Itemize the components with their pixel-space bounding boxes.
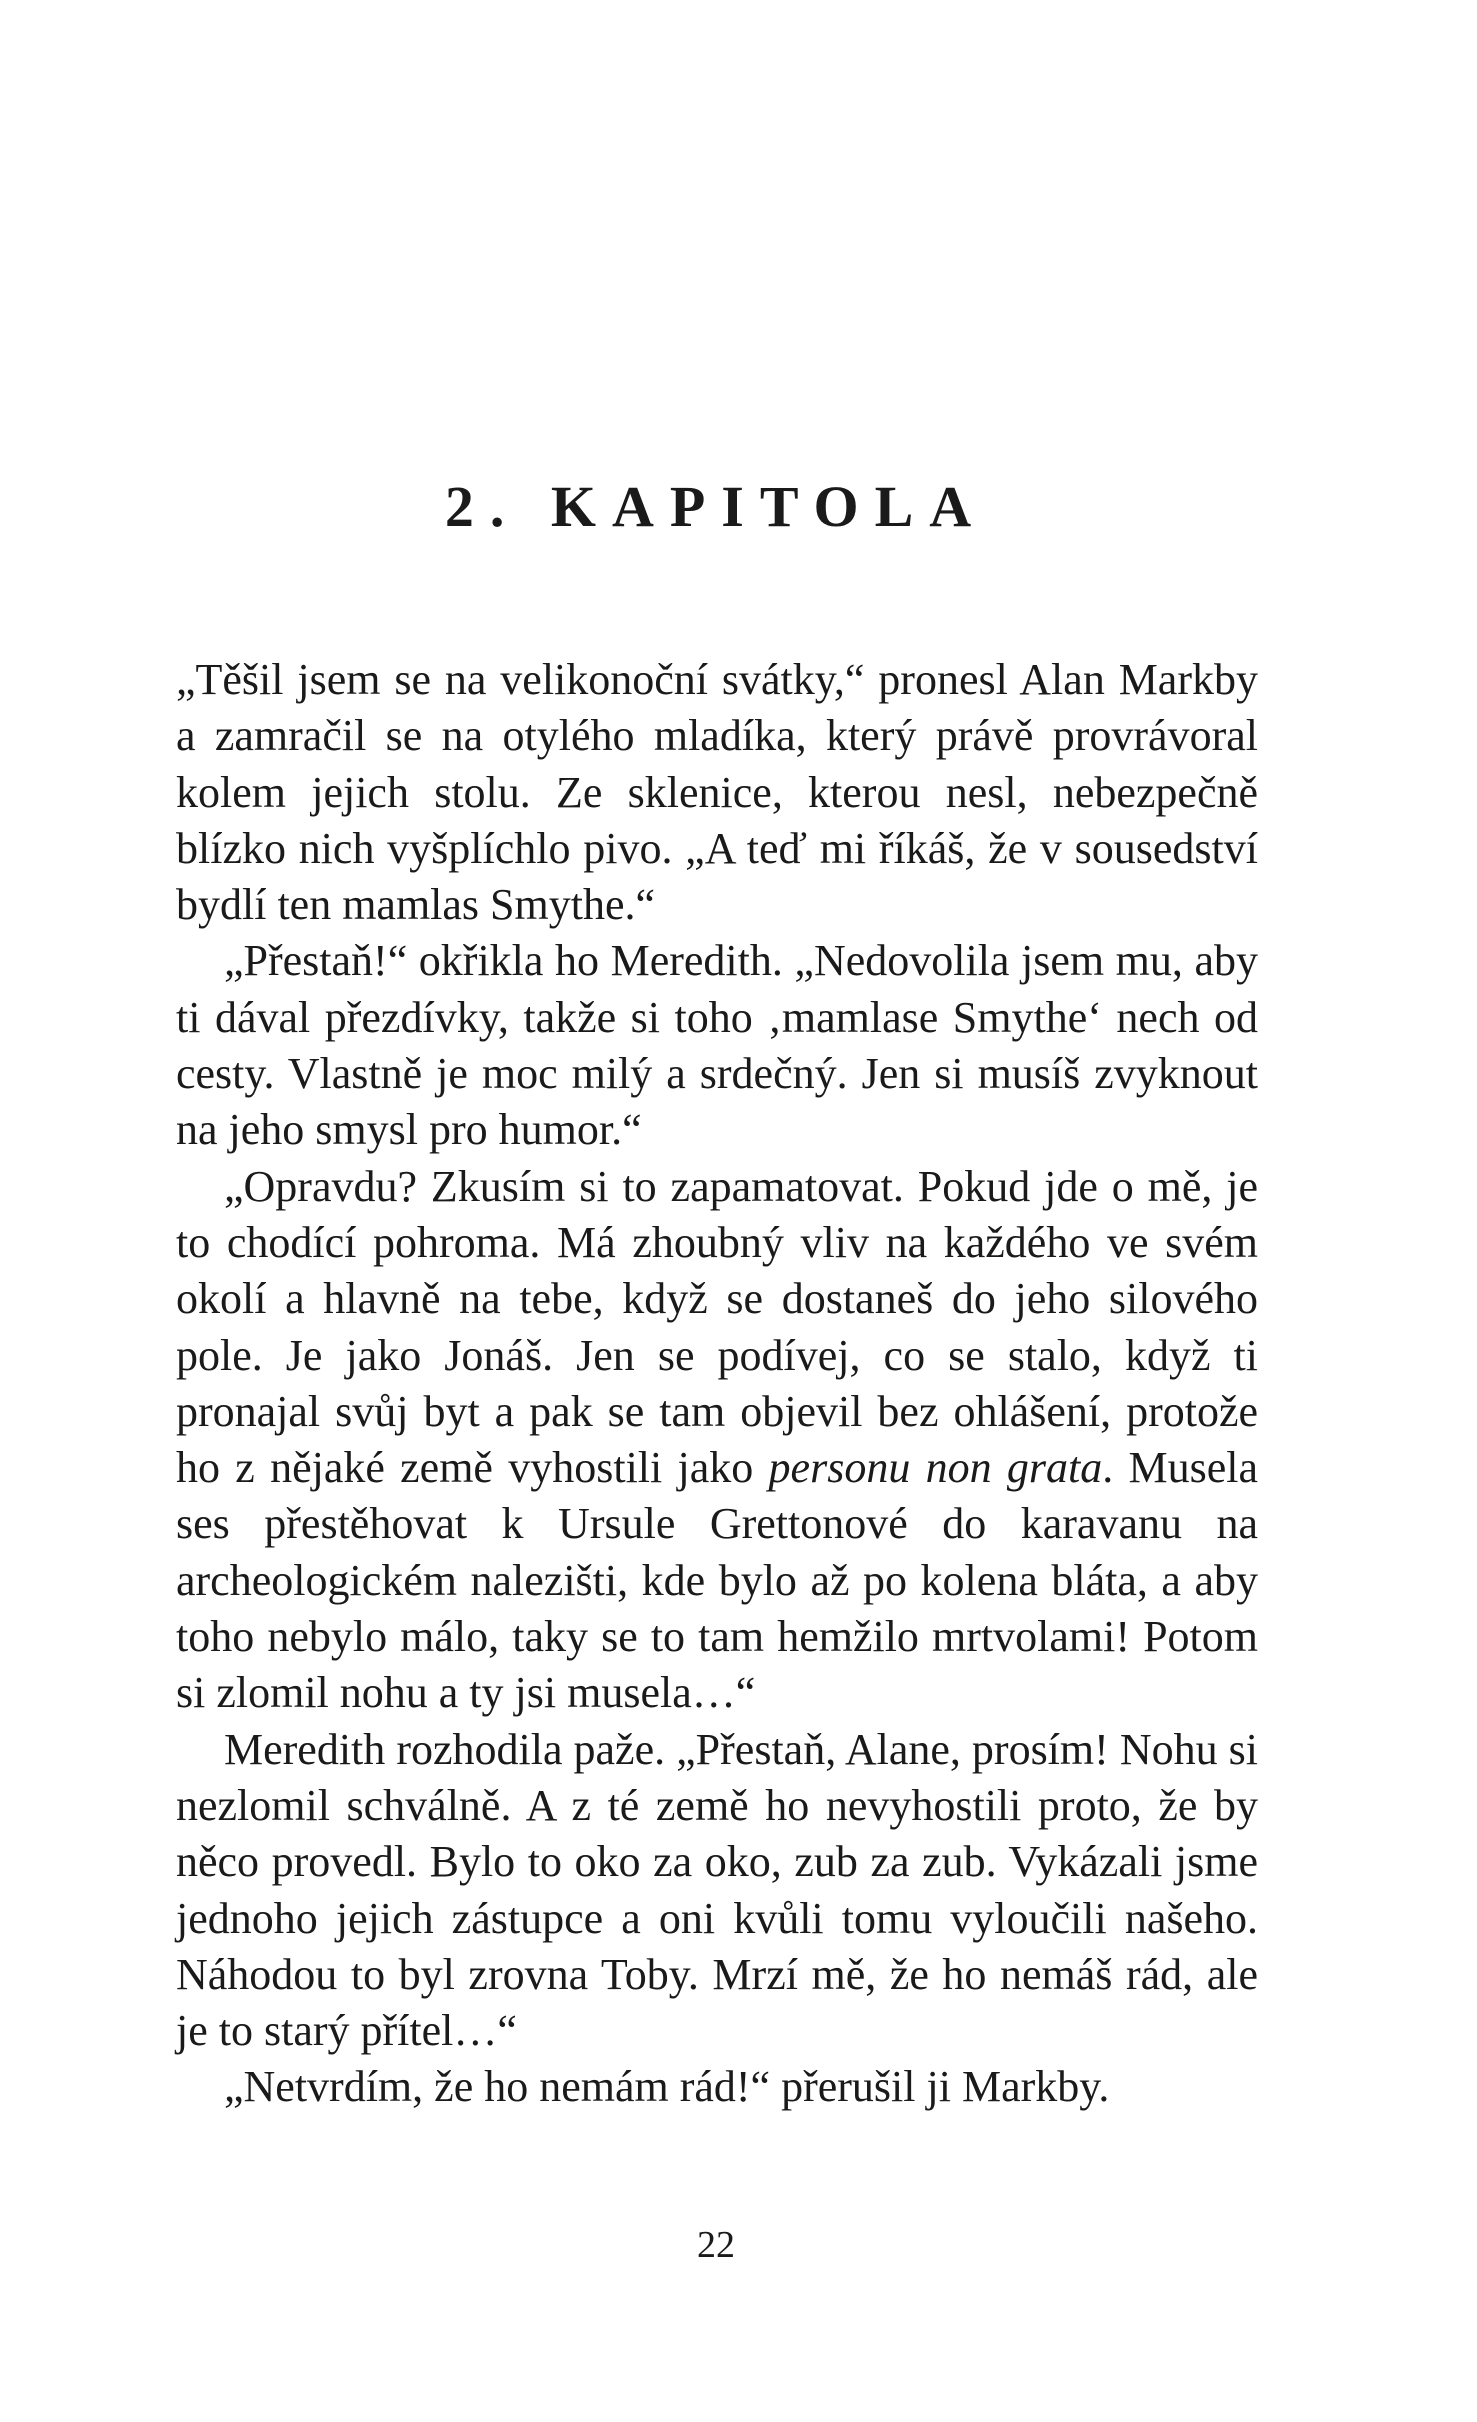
paragraph <box>176 933 1258 1158</box>
paragraph <box>176 2059 1258 2115</box>
text-segment: Meredith rozhodila paže. „Přestaň, Alane, prosím! Nohu si nezlomil schválně. A z té země ho nevyhostili proto, že by něco provedl. Bylo to oko za oko, zub za zub. Vykázali jsme jednoho jejich zástupce a oni kvůli tomu vyloučili našeho. Náhodou to byl zrovna Toby. Mrzí mě, že ho nemáš rád, ale je to starý přítel…“ <box>176 1724 1258 2056</box>
italic-phrase: personu non grata <box>768 1443 1103 1493</box>
text-segment: „Přestaň!“ okřikla ho Meredith. „Nedovolila jsem mu, aby ti dával přezdívky, takže si toho ‚mamlase Smythe‘ nech od cesty. Vlastně je moc milý a srdečný. Jen si musíš zvyknout na jeho smysl pro humor.“ <box>176 936 1258 1155</box>
page-number: 22 <box>697 2224 735 2266</box>
text-segment: . Musela ses přestěhovat k Ursule Grettonové do karavanu na archeologickém nalezišti, kde bylo až po kolena bláta, a aby toho nebylo málo, taky se to tam hemžilo mrtvolami! Potom si zlomil nohu a ty jsi musela…“ <box>176 1443 1259 1718</box>
text-segment: „Netvrdím, že ho nemám rád!“ přerušil ji Markby. <box>224 2062 1110 2112</box>
text-segment: „Těšil jsem se na velikonoční svátky,“ pronesl Alan Markby a zamračil se na otylého mladíka, který právě provrávoral kolem jejich stolu. Ze sklenice, kterou nesl, nebezpečně blízko nich vyšplíchlo pivo. „A teď mi říkáš, že v sousedství bydlí ten mamlas Smythe.“ <box>176 655 1258 930</box>
body-text <box>176 652 1258 2116</box>
chapter-title: 2. KAPITOLA <box>444 474 988 539</box>
paragraph <box>176 1722 1258 2060</box>
paragraph <box>176 1159 1258 1722</box>
text-segment: „Opravdu? Zkusím si to zapamatovat. Pokud jde o mě, je to chodící pohroma. Má zhoubný vliv na každého ve svém okolí a hlavně na tebe, když se dostaneš do jeho silového pole. Je jako Jonáš. Jen se podívej, co se stalo, když ti pronajal svůj byt a pak se tam objevil bez ohlášení, protože ho z nějaké země vyhostili jako <box>176 1161 1258 1493</box>
paragraph <box>176 652 1258 933</box>
